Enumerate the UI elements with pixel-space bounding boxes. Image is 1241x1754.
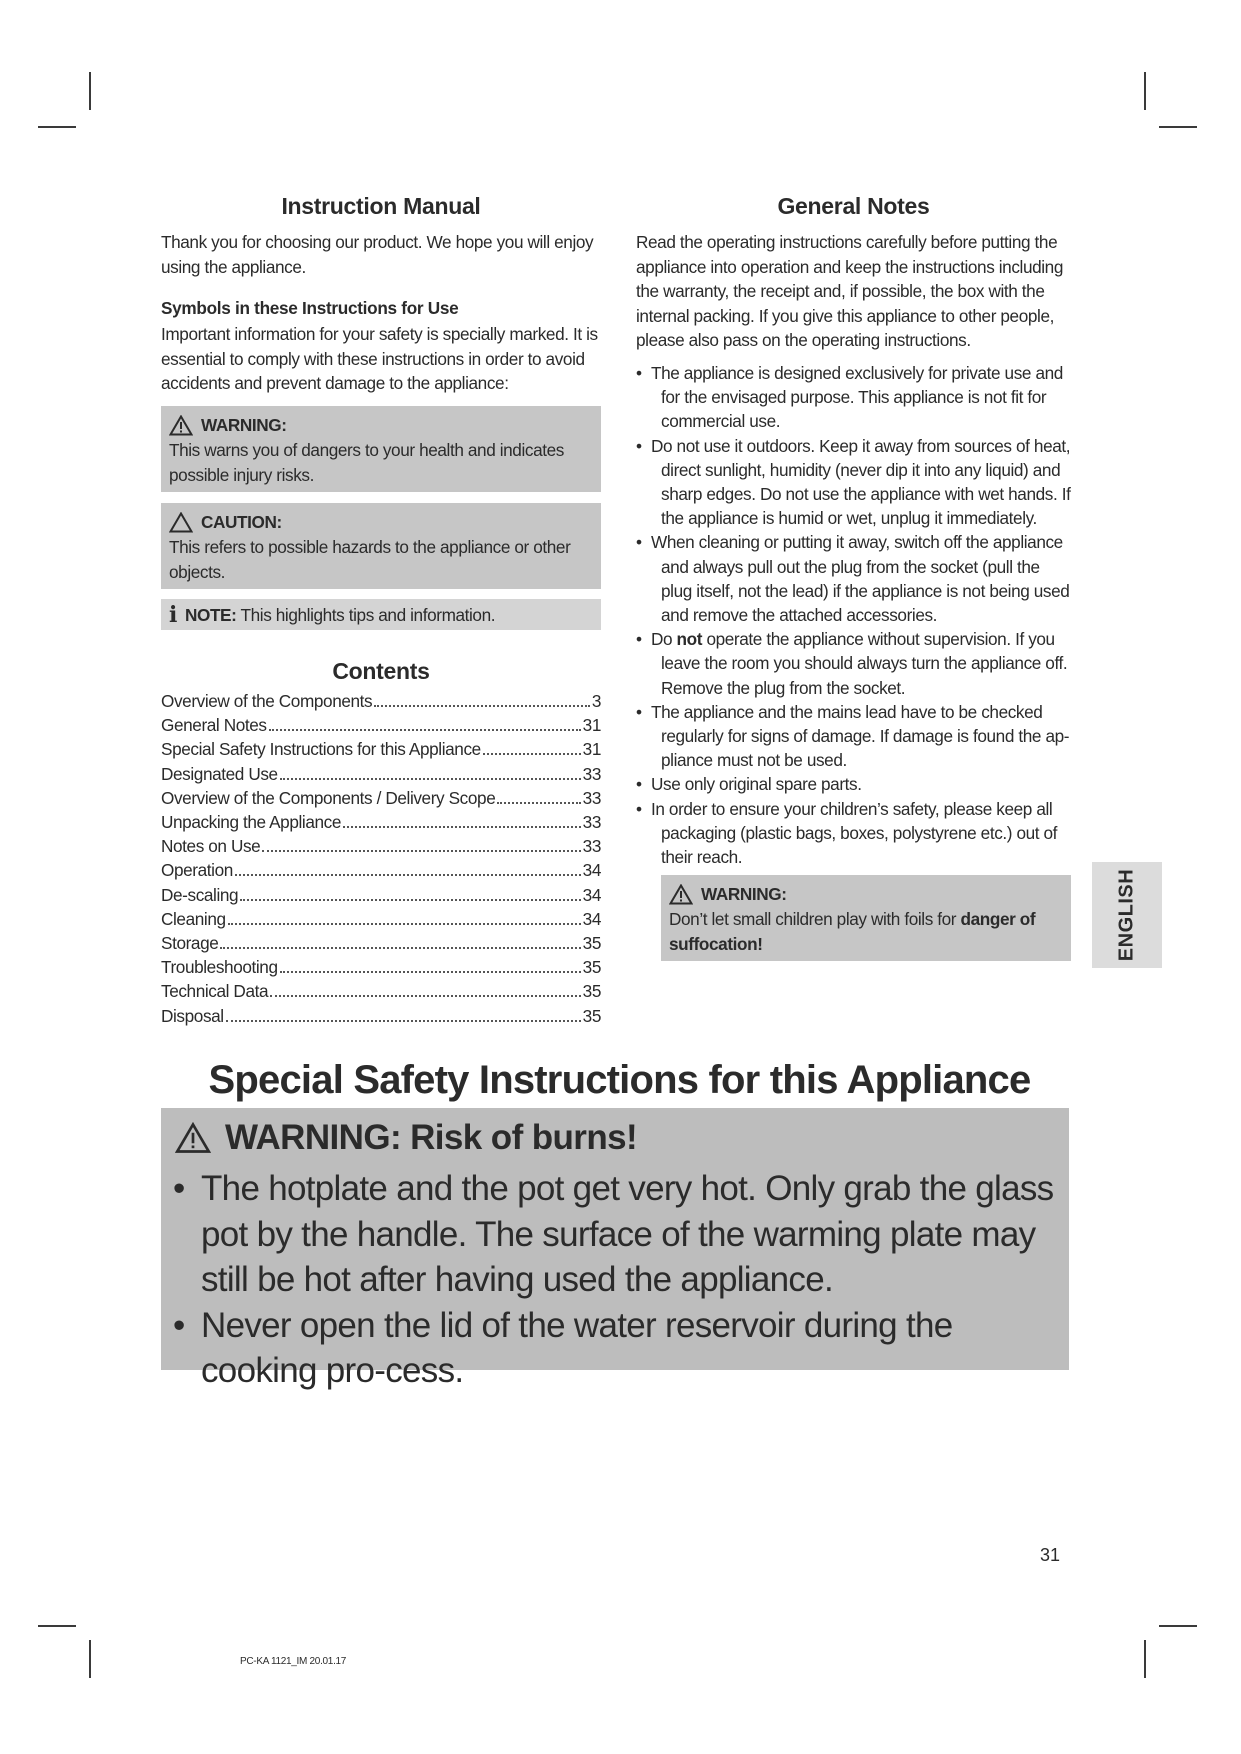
left-column [161, 193, 601, 1028]
toc-entry[interactable] [161, 907, 601, 931]
warning-text: This warns you of dangers to your health and indicates possible injury risks. [169, 439, 564, 485]
toc-page: 34 [582, 908, 601, 929]
toc-entry[interactable] [161, 1004, 601, 1028]
toc-dots [497, 802, 580, 804]
info-icon: i [169, 602, 177, 629]
toc-label: Overview of the Components / Delivery Scope [161, 787, 496, 808]
list-item: • Use only original spare parts. [636, 772, 1071, 796]
toc-label: Operation [161, 860, 233, 881]
caution-title: CAUTION: [201, 511, 282, 532]
warning-title: WARNING: [201, 414, 287, 435]
toc-entry[interactable] [161, 931, 601, 955]
toc-page: 33 [582, 811, 601, 832]
list-item-text: operate the appliance without supervision. If you leave the room you should always turn the appliance off. Remove the plug from the socket. [661, 629, 1068, 698]
toc-dots [226, 1020, 581, 1022]
toc-page: 34 [582, 884, 601, 905]
toc-entry[interactable] [161, 955, 601, 979]
toc-page: 35 [582, 1005, 601, 1026]
warning-box [161, 406, 601, 492]
crop-mark [1144, 72, 1146, 110]
toc-label: Troubleshooting [161, 957, 278, 978]
toc-dots [240, 899, 580, 901]
toc-label: Cleaning [161, 908, 226, 929]
burn-warning-list [161, 1166, 1069, 1394]
toc-label: De-scaling [161, 884, 239, 905]
suffocation-warning-box [661, 875, 1071, 961]
toc-label: Disposal [161, 1005, 224, 1026]
warning-emphasis: danger of suffocation [669, 909, 1036, 955]
list-item-text: Do [651, 629, 677, 650]
toc-dots [269, 729, 581, 731]
toc-dots [374, 705, 590, 707]
toc-page: 31 [582, 715, 601, 736]
crop-mark [89, 72, 91, 110]
toc-label: Special Safety Instructions for this Appliance [161, 739, 481, 760]
toc-dots [228, 923, 581, 925]
symbols-text: Important information for your safety is specially marked. It is essential to comply with these instructions in order to avoid accidents and prevent damage to the appliance: [161, 324, 598, 394]
caution-title-row [169, 510, 593, 535]
caution-box [161, 503, 601, 589]
crop-mark [1159, 126, 1197, 128]
language-tab[interactable] [1092, 862, 1162, 968]
toc-dots [280, 778, 581, 780]
language-tab-label: ENGLISH [1115, 868, 1138, 962]
general-notes-title: General Notes [777, 193, 930, 219]
general-notes-intro: Read the operating instructions carefully before putting the appliance into operation and keep the instructions including the warranty, the receipt and, if possible, the box with the internal packing. If you give this appliance to other people, please also pass on the operating instructions. [636, 232, 1064, 351]
toc-entry[interactable] [161, 689, 601, 713]
toc-entry[interactable] [161, 810, 601, 834]
footer-document-code: PC-KA 1121_IM 20.01.17 [240, 1656, 347, 1667]
burn-warning-title: WARNING: Risk of burns! [225, 1118, 638, 1157]
toc-entry[interactable] [161, 979, 601, 1003]
toc-label: Notes on Use [161, 836, 261, 857]
symbols-heading: Symbols in these Instructions for Use [161, 298, 459, 319]
table-of-contents [161, 689, 601, 1028]
toc-entry[interactable] [161, 737, 601, 761]
general-notes-list [636, 361, 1071, 869]
burn-warning-box [161, 1108, 1069, 1390]
toc-page: 33 [582, 836, 601, 857]
crop-mark [1144, 1640, 1146, 1678]
toc-label: Technical Data [161, 981, 269, 1002]
burn-warning-title-row [161, 1118, 1069, 1158]
caution-triangle-icon [169, 512, 193, 533]
crop-mark [38, 1625, 76, 1627]
warning-text [669, 907, 1063, 957]
toc-page: 35 [582, 933, 601, 953]
toc-dots [235, 874, 581, 876]
toc-entry[interactable] [161, 834, 601, 858]
list-item: • Do not use it outdoors. Keep it away from sources of heat, direct sunlight, humidity (never dip it into any liquid) and sharp edges. Do not use the appliance with wet hands. If the appliance is humid or wet, unplug it immediately. [636, 434, 1071, 531]
toc-page: 35 [582, 957, 601, 978]
warning-text-part: Don’t let small children play with foils for [669, 909, 961, 930]
toc-dots [220, 947, 580, 949]
list-item: • The appliance and the mains lead have to be checked regularly for signs of damage. If damage is found the ap-pliance must not be used. [636, 700, 1071, 773]
list-item: • When cleaning or putting it away, switch off the appliance and always pull out the plug from the socket (pull the plug itself, not the lead) if the appliance is not being used and remove the attached accessories. [636, 530, 1071, 627]
toc-page: 31 [582, 739, 601, 760]
toc-page: 35 [582, 981, 601, 1002]
caution-text: This refers to possible hazards to the appliance or other objects. [169, 536, 571, 582]
crop-mark [89, 1640, 91, 1678]
toc-entry[interactable] [161, 786, 601, 810]
toc-dots [262, 850, 580, 852]
list-item [636, 627, 1071, 700]
safety-section-title: Special Safety Instructions for this Appliance [208, 1058, 1031, 1102]
warning-triangle-icon [669, 884, 693, 905]
list-item: • The hotplate and the pot get very hot. Only grab the glass pot by the handle. The surface of the warming plate may still be hot after having used the appliance. [161, 1166, 1069, 1303]
toc-dots [280, 971, 581, 973]
toc-entry[interactable] [161, 713, 601, 737]
toc-dots [270, 995, 581, 997]
note-text: This highlights tips and information. [240, 604, 496, 625]
intro-text: Thank you for choosing our product. We hope you will enjoy using the appliance. [161, 232, 594, 277]
right-column [636, 193, 1071, 961]
toc-label: Designated Use [161, 763, 278, 784]
toc-page: 3 [591, 690, 601, 711]
note-label: NOTE: [184, 604, 237, 625]
note-box [161, 599, 601, 630]
crop-mark [1159, 1625, 1197, 1627]
crop-mark [38, 126, 76, 128]
warning-triangle-icon [169, 415, 193, 436]
list-item: • In order to ensure your children’s safety, please keep all packaging (plastic bags, boxes, polystyrene etc.) out of their reach. [636, 797, 1071, 870]
toc-entry[interactable] [161, 858, 601, 882]
toc-dots [483, 753, 581, 755]
warning-text-part: ! [757, 934, 763, 955]
toc-page: 34 [582, 860, 601, 881]
toc-label: Storage [161, 933, 219, 953]
toc-label: General Notes [161, 715, 267, 736]
contents-title: Contents [332, 657, 430, 684]
warning-triangle-icon [175, 1122, 211, 1154]
toc-page: 33 [582, 763, 601, 784]
warning-title: WARNING: [701, 884, 787, 905]
toc-dots [343, 826, 581, 828]
toc-entry[interactable] [161, 762, 601, 786]
page-number: 31 [1040, 1545, 1061, 1565]
toc-page: 33 [582, 787, 601, 808]
toc-label: Overview of the Components [161, 690, 373, 711]
warning-title-row [669, 882, 1063, 907]
warning-title-row [169, 413, 593, 438]
toc-label: Unpacking the Appliance [161, 811, 341, 832]
list-item-emphasis: not [676, 629, 703, 650]
toc-entry[interactable] [161, 883, 601, 907]
instruction-manual-title: Instruction Manual [281, 193, 481, 219]
list-item: • Never open the lid of the water reservoir during the cooking pro-cess. [161, 1303, 1069, 1394]
list-item: • The appliance is designed exclusively for private use and for the envisaged purpose. This appliance is not fit for commercial use. [636, 361, 1071, 434]
